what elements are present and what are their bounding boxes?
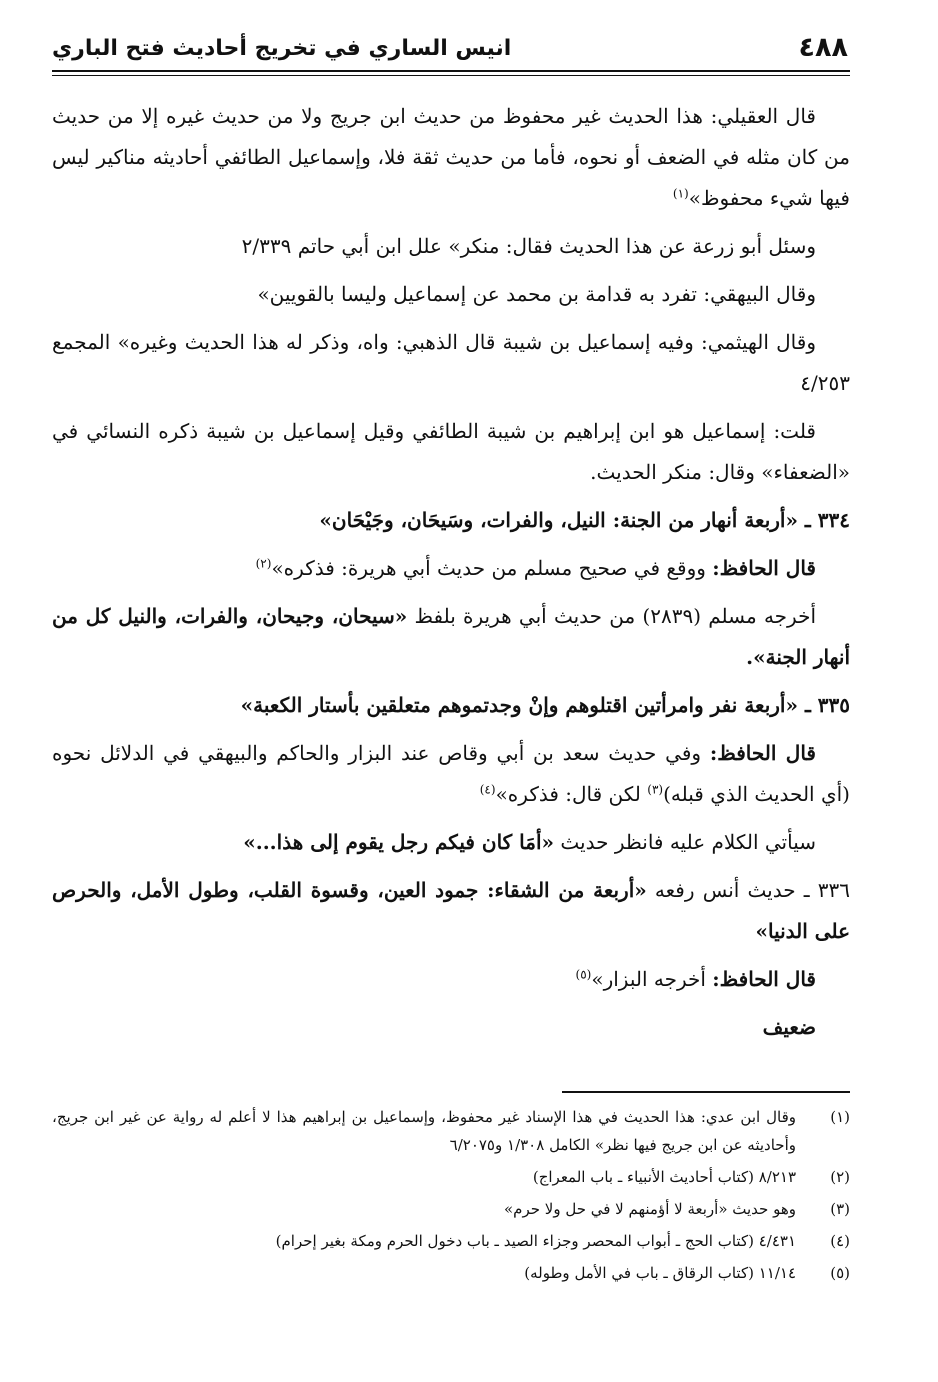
header-rule-thin xyxy=(52,75,850,76)
footnote: (٤) ٤/٤٣١ (كتاب الحج ـ أبواب المحصر وجزاء الصيد ـ باب دخول الحرم ومكة بغير إحرام) xyxy=(275,1232,850,1250)
footnote: (٢) ٨/٢١٣ (كتاب أحاديث الأنبياء ـ باب المعراج) xyxy=(532,1168,850,1186)
footnote: (٣) وهو حديث «أربعة لا أؤمنهم لا في حل ولا حرم» xyxy=(503,1200,850,1218)
hafiz-label: قال الحافظ: xyxy=(712,556,816,580)
footnote-ref-1: (١) xyxy=(672,186,689,201)
paragraph-muslim: أخرجه مسلم (٢٨٣٩) من حديث أبي هريرة بلفظ «سيحان، وجيحان، والفرات، والنيل كل من أنهار الجنة». xyxy=(52,604,850,669)
paragraph-hafiz-334: قال الحافظ: ووقع في صحيح مسلم من حديث أبي هريرة: فذكره»$^{(٢)}$ xyxy=(255,556,816,580)
footnote-separator xyxy=(562,1091,850,1093)
paragraph-sayati: سيأتي الكلام عليه فانظر حديث «أمَا كان فيكم رجل يقوم إلى هذا...» xyxy=(243,830,816,854)
footnote-ref-3: (٣) xyxy=(647,782,664,797)
paragraph-hafiz-335: قال الحافظ: وفي حديث سعد بن أبي وقاص عند البزار والحاكم والبيهقي في الدلائل نحوه (أي الحديث الذي قبله)$^{(٣)}$ لكن قال: فذكره»$^{(٤)}$ xyxy=(52,741,850,806)
footnotes xyxy=(52,1103,850,1291)
page-header xyxy=(52,30,850,74)
hadith-heading-334: ٣٣٤ ـ «أربعة أنهار من الجنة: النيل، والفرات، وسَيحَان، وجَيْحَان» xyxy=(319,508,850,532)
hadith-heading-336: ٣٣٦ ـ حديث أنس رفعه «أربعة من الشقاء: جمود العين، وقسوة القلب، وطول الأمل، والحرص على الدنيا» xyxy=(52,878,850,943)
footnote: (٥) ١١/١٤ (كتاب الرقاق ـ باب في الأمل وطوله) xyxy=(524,1264,850,1282)
hafiz-label: قال الحافظ: xyxy=(712,967,816,991)
footnote: (١) وقال ابن عدي: هذا الحديث في هذا الإسناد غير محفوظ، وإسماعيل بن إبراهيم هذا لا أعلم له رواية عن غير ابن جريج، وأحاديثه عن ابن جريج فيها نظر» الكامل ١/٣٠٨ و٦/٢٠٧٥ xyxy=(52,1108,850,1154)
running-title: انيس الساري في تخريج أحاديث فتح الباري xyxy=(52,36,512,61)
footnote-ref-2: (٢) xyxy=(255,556,272,571)
paragraph-hafiz-336: قال الحافظ: أخرجه البزار»$^{(٥)}$ xyxy=(575,967,816,991)
page-number: ٤٨٨ xyxy=(798,32,848,63)
grade-label: ضعيف xyxy=(762,1015,816,1039)
main-text xyxy=(52,96,850,1055)
paragraph-bayhaqi: وقال البيهقي: تفرد به قدامة بن محمد عن إسماعيل وليسا بالقويين» xyxy=(257,282,816,306)
paragraph-uqayli: قال العقيلي: هذا الحديث غير محفوظ من حديث ابن جريج ولا من حديث غيره إلا من حديث من كان مثله في الضعف أو نحوه، فأما من حديث ثقة فلا، وإسماعيل الطائفي أحاديثه مناكير ليس فيها شيء محفوظ»$^{(١)}$ xyxy=(52,104,850,210)
header-rule xyxy=(52,70,850,72)
hadith-heading-335: ٣٣٥ ـ «أربعة نفر وامرأتين اقتلوهم وإنْ وجدتموهم متعلقين بأستار الكعبة» xyxy=(240,693,850,717)
paragraph-abu-zurah: وسئل أبو زرعة عن هذا الحديث فقال: منكر» علل ابن أبي حاتم ٢/٣٣٩ xyxy=(241,234,816,258)
footnote-ref-5: (٥) xyxy=(575,967,592,982)
footnote-ref-4: (٤) xyxy=(479,782,496,797)
paragraph-qultu: قلت: إسماعيل هو ابن إبراهيم بن شيبة الطائفي وقيل إسماعيل بن شيبة ذكره النسائي في «الضعفاء» وقال: منكر الحديث. xyxy=(52,419,850,484)
hafiz-label: قال الحافظ: xyxy=(709,741,816,765)
paragraph-haythami: وقال الهيثمي: وفيه إسماعيل بن شيبة قال الذهبي: واه، وذكر له هذا الحديث وغيره» المجمع ٤/٢٥٣ xyxy=(52,330,850,395)
